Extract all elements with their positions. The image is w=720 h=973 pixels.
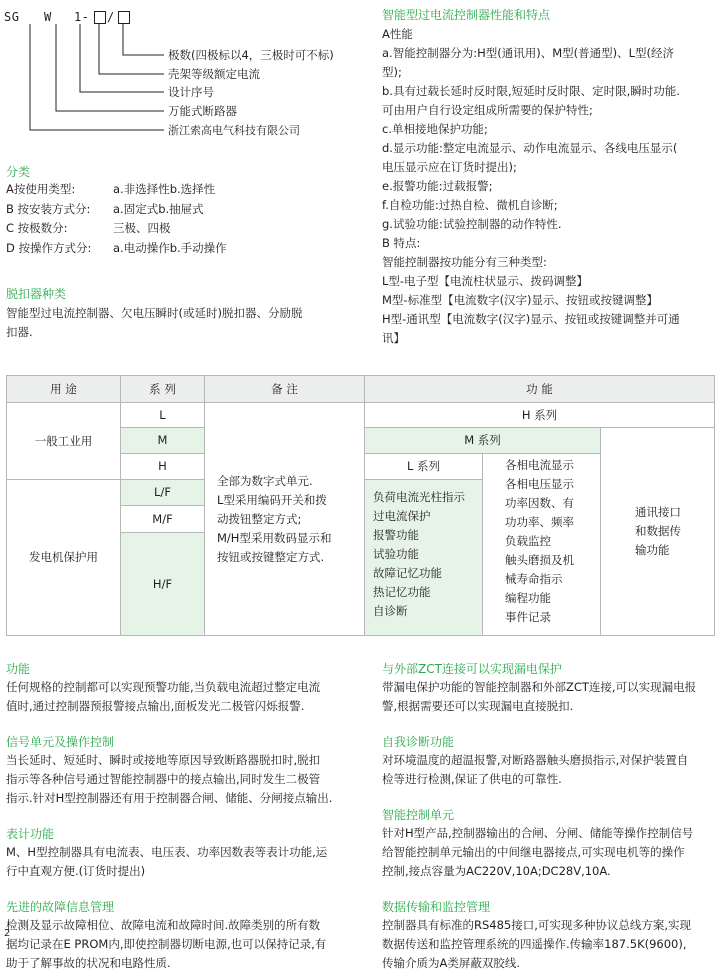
table-header-row	[7, 376, 715, 403]
features-line: 型);	[382, 65, 402, 79]
h-function-item: 输功能	[635, 543, 670, 557]
section-line: 值时,通过控制器预报警接点输出,面板发光二极管闪烁报警.	[6, 699, 305, 713]
features-line: A性能	[382, 27, 413, 41]
features-line: c.单相接地保护功能;	[382, 122, 488, 136]
section-fault-info	[6, 898, 361, 973]
section-line: 据均记录在E PROM内,即使控制器切断电源,也可以保持记录,有	[6, 937, 327, 951]
section-signal-unit	[6, 733, 361, 808]
features-line: 可由用户自行设定组成所需要的保护特性;	[382, 103, 593, 117]
section-title: 自我诊断功能	[382, 735, 455, 749]
section-title: 表计功能	[6, 827, 55, 841]
classification-value-b: a.固定式b.抽屉式	[113, 202, 204, 216]
section-line: 警,根据需要还可以实现漏电直接脱扣.	[382, 699, 574, 713]
m-function-item: 各相电流显示	[505, 458, 574, 472]
section-line: 传输介质为A类屏蔽双胶线.	[382, 956, 521, 970]
h-series-label: H 系列	[365, 403, 715, 428]
features-line: a.智能控制器分为:H型(通讯用)、M型(普通型)、L型(经济	[382, 46, 674, 60]
l-function-item: 过电流保护	[373, 509, 431, 523]
bottom-right-column	[382, 660, 718, 973]
section-title: 先进的故障信息管理	[6, 900, 115, 914]
tripper-title: 脱扣器种类	[6, 287, 67, 301]
m-series-label: M 系列	[365, 428, 601, 454]
classification-label-c: C 按极数分:	[6, 221, 68, 235]
usage-generator: 发电机保护用	[7, 480, 121, 636]
header-function: 功 能	[365, 376, 715, 403]
features-line: 智能控制器按功能分有三种类型:	[382, 255, 547, 269]
l-function-item: 报警功能	[373, 528, 419, 542]
series-l: L	[121, 403, 205, 428]
header-remark: 备 注	[205, 376, 365, 403]
section-line: 当长延时、短延时、瞬时或接地等原因导致断路器脱扣时,脱扣	[6, 753, 321, 767]
section-title: 功能	[6, 662, 31, 676]
m-function-item: 事件记录	[505, 610, 551, 624]
h-functions-cell	[601, 428, 715, 636]
tripper-line: 扣器.	[6, 325, 33, 339]
remark-line: 按钮或按键整定方式.	[217, 549, 325, 564]
classification-label-b: B 按安装方式分:	[6, 202, 91, 216]
l-function-item: 故障记忆功能	[373, 566, 442, 580]
section-zct-leakage	[382, 660, 718, 716]
section-line: 带漏电保护功能的智能控制器和外部ZCT连接,可以实现漏电报	[382, 680, 697, 694]
features-line: M型-标准型【电流数字(汉字)显示、按钮或按键调整】	[382, 293, 659, 307]
m-function-item: 械寿命指示	[505, 572, 563, 586]
features-line: f.自检功能:过热自检、微机自诊断;	[382, 198, 558, 212]
l-function-item: 试验功能	[373, 547, 419, 561]
classification-title: 分类	[6, 165, 31, 179]
section-line: 行中直观方便.(订货时提出)	[6, 864, 146, 878]
classification-value-d: a.电动操作b.手动操作	[113, 241, 227, 255]
m-function-item: 功功率、频率	[505, 515, 574, 529]
features-line: d.显示功能:整定电流显示、动作电流显示、各线电压显示(	[382, 141, 678, 155]
h-function-item: 通讯接口	[635, 505, 681, 519]
features-line: b.具有过载长延时反时限,短延时反时限、定时限,瞬时功能.	[382, 84, 680, 98]
h-function-item: 和数据传	[635, 524, 681, 538]
usage-general: 一般工业用	[7, 403, 121, 480]
section-line: 指示.针对H型控制器还有用于控制器合闸、储能、分闸接点输出.	[6, 791, 333, 805]
model-code-legend-current: 壳架等级额定电流	[168, 67, 260, 81]
bottom-left-column	[6, 660, 361, 973]
series-m: M	[121, 428, 205, 454]
section-metering	[6, 825, 361, 881]
features-line: H型-通讯型【电流数字(汉字)显示、按钮或按键调整并可通	[382, 312, 680, 326]
model-code-slash: /	[107, 10, 115, 24]
m-function-item: 编程功能	[505, 591, 551, 605]
section-line: M、H型控制器具有电流表、电压表、功率因数表等表计功能,运	[6, 845, 328, 859]
model-code-legend-company: 浙江索高电气科技有限公司	[168, 124, 300, 137]
controller-spec-table	[6, 375, 715, 636]
section-line: 数据传送和监控管理系统的四遥操作.传输率187.5K(9600),	[382, 937, 687, 951]
model-code-w: W	[44, 10, 52, 24]
page-number: 2	[4, 928, 11, 939]
remark-line: 全部为数字式单元.	[217, 473, 313, 488]
section-line: 助于了解事故的状况和电路性质.	[6, 956, 171, 970]
section-line: 针对H型产品,控制器输出的合闸、分闸、储能等操作控制信号	[382, 826, 694, 840]
classification-label-d: D 按操作方式分:	[6, 241, 92, 255]
section-data-transmission	[382, 898, 718, 973]
model-code-legend-poles: 极数(四极标以4，三极时可不标)	[168, 48, 334, 62]
series-lf: L/F	[121, 480, 205, 506]
classification-value-c: 三极、四极	[113, 221, 171, 235]
series-mf: M/F	[121, 506, 205, 533]
header-series: 系 列	[121, 376, 205, 403]
header-usage: 用 途	[7, 376, 121, 403]
remark-line: M/H型采用数码显示和	[217, 530, 332, 545]
l-function-item: 热记忆功能	[373, 585, 431, 599]
section-smart-control-unit	[382, 806, 718, 881]
model-code-sg: SG	[4, 10, 20, 24]
remark-line: L型采用编码开关和拨	[217, 492, 327, 507]
model-code-leader-lines	[0, 0, 170, 140]
features-line: B 特点:	[382, 236, 421, 250]
section-function	[6, 660, 361, 716]
features-section	[382, 6, 718, 348]
series-h: H	[121, 454, 205, 480]
features-line: 电压显示应在订货时提出);	[382, 160, 517, 174]
m-function-item: 负载监控	[505, 534, 551, 548]
section-line: 检测及显示故障相位、故障电流和故障时间.故障类别的所有数	[6, 918, 321, 932]
section-title: 智能控制单元	[382, 808, 455, 822]
classification-label-a: A按使用类型:	[6, 182, 76, 196]
tripper-line: 智能型过电流控制器、欠电压瞬时(或延时)脱扣器、分励脱	[6, 306, 303, 320]
model-code-legend-type: 万能式断路器	[168, 104, 237, 118]
l-functions-cell	[365, 480, 483, 636]
features-line: g.试验功能:试验控制器的动作特性.	[382, 217, 562, 231]
table-row	[7, 403, 715, 428]
section-line: 对环境温度的超温报警,对断路器触头磨损指示,对保护装置自	[382, 753, 689, 767]
section-line: 检等进行检测,保证了供电的可靠性.	[382, 772, 562, 786]
m-function-item: 功率因数、有	[505, 496, 574, 510]
l-function-item: 自诊断	[373, 604, 408, 618]
section-line: 给智能控制单元输出的中间继电器接点,可实现电机等的操作	[382, 845, 685, 859]
features-title: 智能型过电流控制器性能和特点	[382, 8, 551, 22]
remark-cell	[205, 403, 365, 636]
section-title: 信号单元及操作控制	[6, 735, 115, 749]
features-line: L型-电子型【电流柱状显示、拨码调整】	[382, 274, 589, 288]
m-function-item: 触头磨损及机	[505, 553, 574, 567]
features-line: 讯】	[382, 331, 405, 345]
section-self-diagnosis	[382, 733, 718, 789]
section-title: 与外部ZCT连接可以实现漏电保护	[382, 662, 562, 676]
m-function-item: 各相电压显示	[505, 477, 574, 491]
remark-line: 动拨钮整定方式;	[217, 511, 302, 526]
series-hf: H/F	[121, 533, 205, 636]
m-functions-cell	[483, 454, 601, 636]
section-line: 控制,接点容量为AC220V,10A;DC28V,10A.	[382, 864, 611, 878]
section-line: 控制器具有标准的RS485接口,可实现多种协议总线方案,实现	[382, 918, 692, 932]
model-code-legend-design: 设计序号	[168, 85, 214, 99]
section-line: 任何规格的控制都可以实现预警功能,当负载电流超过整定电流	[6, 680, 321, 694]
l-function-item: 负荷电流光柱指示	[373, 490, 465, 504]
section-line: 指示等各种信号通过智能控制器中的接点输出,同时发生二极管	[6, 772, 321, 786]
model-code-1: 1-	[74, 10, 90, 24]
classification-value-a: a.非选择性b.选择性	[113, 182, 216, 196]
features-line: e.报警功能:过载报警;	[382, 179, 493, 193]
section-title: 数据传输和监控管理	[382, 900, 491, 914]
l-series-label: L 系列	[365, 454, 483, 480]
